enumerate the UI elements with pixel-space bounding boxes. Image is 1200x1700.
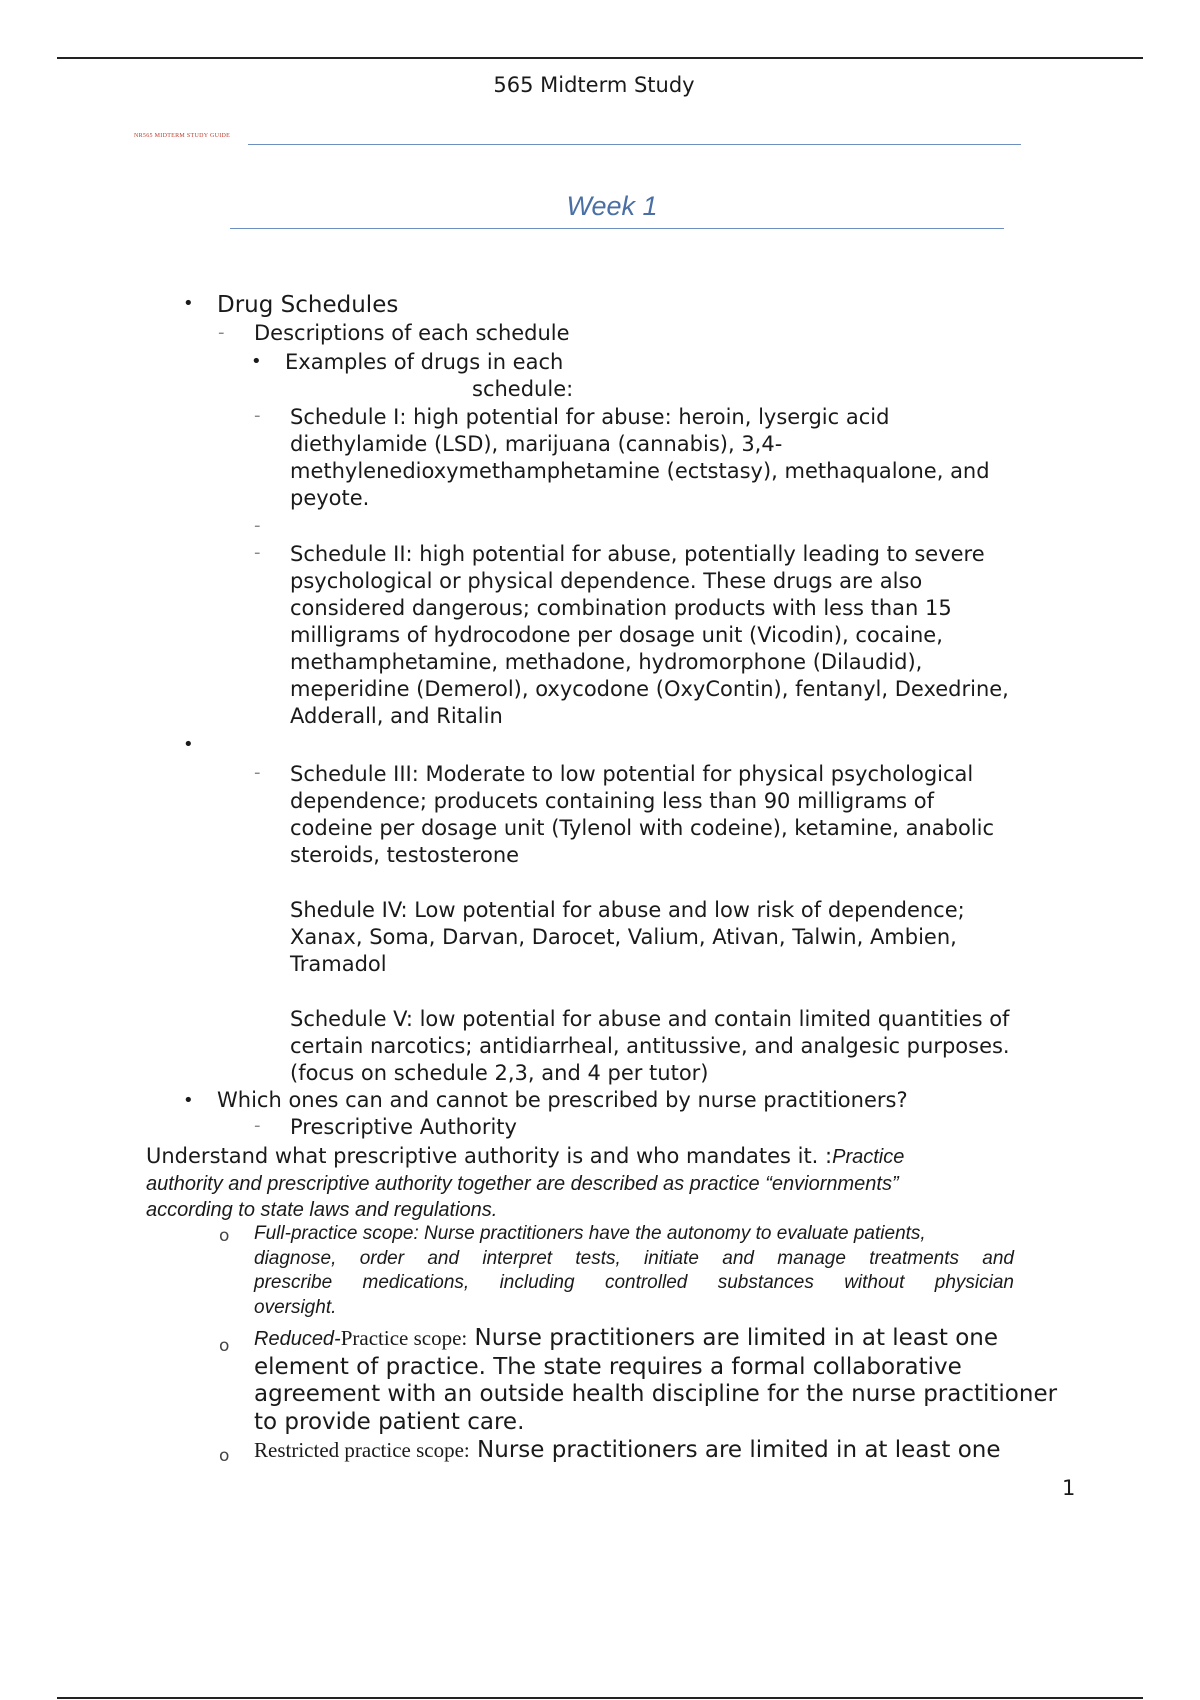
circle-bullet-icon: o <box>219 1336 230 1356</box>
dash-icon: - <box>254 515 261 536</box>
bullet-icon: • <box>183 1090 194 1111</box>
reduced-text-first: Nurse practitioners are limited in at least one <box>467 1325 999 1351</box>
text-line: Schedule III: Moderate to low potential for physical psychological <box>290 762 974 786</box>
text-line: Shedule IV: Low potential for abuse and low risk of dependence; <box>290 898 965 922</box>
text-line: dependence; producets containing less than 90 milligrams of <box>290 789 935 813</box>
schedule-4-text <box>290 897 965 978</box>
text-line: codeine per dosage unit (Tylenol with codeine), ketamine, anabolic <box>290 816 995 840</box>
text-line: to provide patient care. <box>254 1408 525 1435</box>
guide-label: NR565 MIDTERM STUDY GUIDE <box>134 133 231 139</box>
intro-plain: Understand what prescriptive authority is and who mandates it. : <box>146 1144 833 1168</box>
text-line: Xanax, Soma, Darvan, Darocet, Valium, Ativan, Talwin, Ambien, <box>290 925 957 949</box>
schedule-5-text <box>290 1006 1010 1087</box>
week-rule <box>230 228 1004 229</box>
dash-icon: - <box>254 405 261 426</box>
text-line: methylenedioxymethamphetamine (ectstasy), methaqualone, and <box>290 459 990 483</box>
text-line: Schedule V: low potential for abuse and contain limited quantities of <box>290 1007 1010 1031</box>
reduced-label-italic: Reduced- <box>254 1328 341 1350</box>
page-number: 1 <box>1062 1476 1076 1500</box>
restricted-practice-text <box>254 1436 1001 1464</box>
which-ones-item: Which ones can and cannot be prescribed by nurse practitioners? <box>217 1088 908 1112</box>
text-line: Full-practice scope: Nurse practitioners have the autonomy to evaluate patients, <box>254 1223 926 1244</box>
text-line: milligrams of hydrocodone per dosage unit (Vicodin), cocaine, <box>290 623 943 647</box>
examples-item-line2: schedule: <box>472 377 574 401</box>
text-line: diethylamide (LSD), marijuana (cannabis), 3,4- <box>290 432 783 456</box>
text-line: Schedule I: high potential for abuse: heroin, lysergic acid <box>290 405 890 429</box>
text-line: Tramadol <box>290 952 387 976</box>
top-rule <box>57 57 1143 59</box>
text-line: meperidine (Demerol), oxycodone (OxyContin), fentanyl, Dexedrine, <box>290 677 1009 701</box>
reduced-label: Practice scope: <box>340 1326 468 1350</box>
page-title: 565 Midterm Study <box>493 73 695 97</box>
full-practice-text <box>254 1222 1014 1320</box>
text-line: considered dangerous; combination products with less than 15 <box>290 596 952 620</box>
authority-intro <box>146 1143 904 1223</box>
descriptions-item: Descriptions of each schedule <box>254 321 570 345</box>
bullet-icon: • <box>183 734 194 755</box>
dash-icon: - <box>254 1115 261 1136</box>
text-line: agreement with an outside health discipline for the nurse practitioner <box>254 1381 1058 1407</box>
intro-italic-line: authority and prescriptive authority together are described as practice “enviornments” <box>146 1173 899 1195</box>
text-line: diagnose, order and interpret tests, initiate and manage treatments and <box>254 1247 1014 1269</box>
intro-italic-line: according to state laws and regulations. <box>146 1199 498 1221</box>
text-line: psychological or physical dependence. These drugs are also <box>290 569 923 593</box>
reduced-practice-text <box>254 1325 1057 1436</box>
text-line: element of practice. The state requires a formal collaborative <box>254 1353 962 1380</box>
text-line: methamphetamine, methadone, hydromorphone (Dilaudid), <box>290 650 923 674</box>
text-line: steroids, testosterone <box>290 843 520 867</box>
schedule-2-text <box>290 541 1009 730</box>
dash-icon: - <box>218 322 225 343</box>
text-line: oversight. <box>254 1296 337 1318</box>
dash-icon: - <box>254 542 261 563</box>
text-line: Adderall, and Ritalin <box>290 704 503 728</box>
bottom-rule <box>57 1697 1143 1699</box>
text-line: (focus on schedule 2,3, and 4 per tutor) <box>290 1061 709 1085</box>
restricted-text: Nurse practitioners are limited in at least one <box>469 1437 1001 1463</box>
drug-schedules-heading: Drug Schedules <box>217 292 399 318</box>
bullet-icon: • <box>183 293 194 314</box>
text-line: prescribe medications, including controlled substances without physician <box>254 1272 1014 1293</box>
prescriptive-authority-item: Prescriptive Authority <box>290 1115 517 1139</box>
text-line: Schedule II: high potential for abuse, potentially leading to severe <box>290 542 985 566</box>
week-heading: Week 1 <box>566 191 658 221</box>
bullet-icon: • <box>251 351 262 372</box>
dash-icon: - <box>254 762 261 783</box>
circle-bullet-icon: o <box>219 1446 230 1466</box>
circle-bullet-icon: o <box>219 1226 230 1246</box>
schedule-1-text <box>290 404 990 512</box>
restricted-label: Restricted practice scope: <box>254 1438 470 1462</box>
schedule-3-text <box>290 761 994 869</box>
text-line: peyote. <box>290 486 370 510</box>
examples-item-line1: Examples of drugs in each <box>285 350 564 374</box>
intro-italic: Practice <box>832 1146 905 1168</box>
guide-rule <box>248 144 1021 145</box>
text-line: certain narcotics; antidiarrheal, antitussive, and analgesic purposes. <box>290 1034 1010 1058</box>
